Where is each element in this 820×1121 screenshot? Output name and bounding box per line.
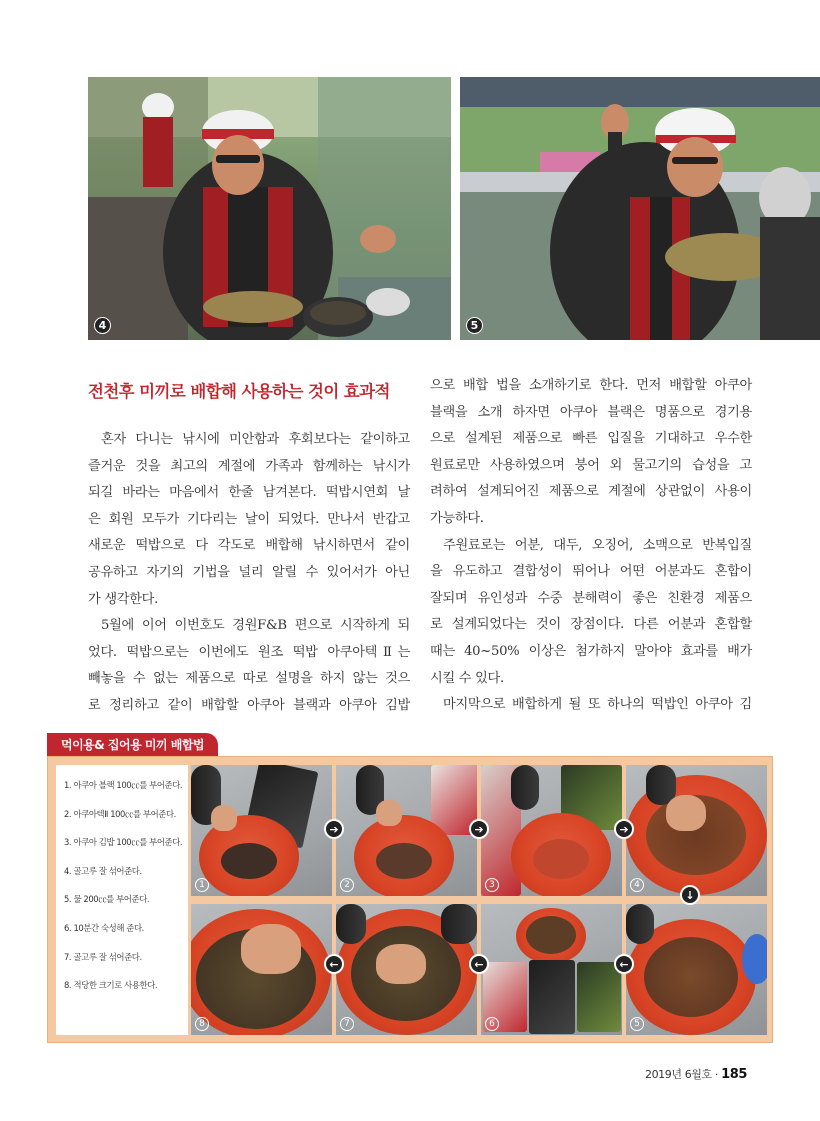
photo-angler-with-carp-5 bbox=[460, 77, 820, 340]
arm bbox=[511, 765, 539, 810]
recipe-photo-4 bbox=[626, 765, 767, 896]
hand bbox=[211, 805, 237, 831]
recipe-step: 3. 아쿠아 김밥 100㏄를 부어준다. bbox=[64, 837, 183, 848]
arm bbox=[626, 904, 654, 944]
text-line: 5월에 이어 이번호도 경원F&B 편으로 시작하게 되 bbox=[101, 618, 410, 634]
photo5-illustration bbox=[460, 77, 820, 340]
arrow-left-icon: ← bbox=[614, 954, 634, 974]
recipe-step: 4. 골고루 잘 섞어준다. bbox=[64, 865, 142, 876]
hand bbox=[666, 795, 706, 831]
arrow-right-icon: ➔ bbox=[469, 819, 489, 839]
text-line: 새로운 떡밥으로 다 각도로 배합해 낚시하면서 같이 bbox=[88, 538, 410, 554]
bait-mix bbox=[376, 843, 432, 879]
water-container bbox=[742, 934, 767, 984]
arm bbox=[441, 904, 477, 944]
recipe-photo-3 bbox=[481, 765, 622, 896]
recipe-steps-list bbox=[56, 765, 188, 1035]
right-text-column bbox=[430, 373, 752, 719]
recipe-step: 8. 적당한 크기로 사용한다. bbox=[64, 980, 158, 991]
recipe-photo-2 bbox=[336, 765, 477, 896]
step-number: 8 bbox=[195, 1017, 209, 1031]
recipe-step: 1. 아쿠아 블랙 100㏄를 부어준다. bbox=[64, 780, 183, 790]
issue-date: 2019년 6월호 · bbox=[644, 1068, 718, 1081]
text-line: 로 정리하고 같이 배합할 아쿠아 블랙과 아쿠아 김밥 bbox=[88, 697, 410, 713]
text-line: 공유하고 자기의 기법을 널리 알릴 수 있어서가 아닌 bbox=[88, 564, 410, 580]
recipe-photo-8 bbox=[191, 904, 332, 1035]
arrow-right-icon: ➔ bbox=[614, 819, 634, 839]
text-line: 으로 설계된 제품으로 빠른 입질을 기대하고 우수한 bbox=[430, 431, 752, 447]
step-number: 4 bbox=[630, 878, 644, 892]
page-number: 185 bbox=[721, 1067, 747, 1082]
text-line: 가능하다. bbox=[430, 510, 484, 526]
text-line: 되길 바라는 마음에서 한줄 남겨본다. 떡밥시연회 날 bbox=[88, 485, 410, 501]
recipe-title-tab: 먹이용& 집어용 미끼 배합법 bbox=[47, 733, 218, 756]
bait-bag-green bbox=[577, 962, 621, 1032]
text-line: 혼자 다니는 낚시에 미안함과 후회보다는 같이하고 bbox=[101, 432, 410, 447]
step-number: 5 bbox=[630, 1017, 644, 1031]
hand bbox=[376, 944, 426, 984]
bait-bag-black bbox=[529, 960, 575, 1034]
text-line: 었다. 떡밥으로는 이번에도 원조 떡밥 아쿠아텍Ⅱ는 bbox=[88, 644, 410, 660]
bait-mix bbox=[533, 839, 589, 879]
bait-mix bbox=[221, 843, 277, 879]
text-line: 때는 40~50% 이상은 첨가하지 말아야 효과를 배가 bbox=[430, 643, 752, 659]
photo-angler-with-carp-4 bbox=[88, 77, 451, 340]
hand bbox=[241, 924, 301, 974]
text-line: 가 생각한다. bbox=[88, 591, 158, 607]
arrow-down-icon: ↓ bbox=[680, 885, 700, 905]
recipe-box bbox=[47, 756, 773, 1043]
hand bbox=[376, 800, 402, 826]
arrow-left-icon: ← bbox=[469, 954, 489, 974]
recipe-step: 5. 물 200㏄를 부어준다. bbox=[64, 894, 150, 905]
step-number: 3 bbox=[485, 878, 499, 892]
left-text-column bbox=[88, 427, 410, 720]
step-number: 7 bbox=[340, 1017, 354, 1031]
bait-mix bbox=[526, 916, 576, 954]
text-line: 빼놓을 수 없는 제품으로 따로 설명을 하지 않는 것으 bbox=[88, 671, 410, 687]
section-headline: 전천후 미끼로 배합해 사용하는 것이 효과적 bbox=[88, 382, 390, 401]
bait-mix bbox=[644, 937, 738, 1017]
text-line: 으로 배합 법을 소개하기로 한다. 먼저 배합할 아쿠아 bbox=[430, 378, 752, 393]
text-line: 원료로만 사용하였으며 붕어 외 물고기의 습성을 고 bbox=[430, 457, 752, 473]
recipe-photo-7 bbox=[336, 904, 477, 1035]
recipe-step: 7. 골고루 잘 섞어준다. bbox=[64, 951, 142, 962]
photo-number-badge: 5 bbox=[466, 317, 483, 334]
recipe-step: 2. 아쿠아텍Ⅱ 100㏄를 부어준다. bbox=[64, 808, 176, 819]
text-line: 을 유도하고 결합성이 뛰어나 어떤 어분과도 혼합이 bbox=[430, 564, 752, 580]
arrow-right-icon: ➔ bbox=[324, 819, 344, 839]
recipe-photo-5 bbox=[626, 904, 767, 1035]
recipe-step: 6. 10분간 숙성해 준다. bbox=[64, 922, 144, 933]
text-line: 시킬 수 있다. bbox=[430, 670, 504, 686]
text-line: 로 설계되었다는 것이 장점이다. 다른 어분과 혼합할 bbox=[430, 617, 752, 633]
photo-number-badge: 4 bbox=[94, 317, 111, 334]
text-line: 블랙을 소개 하자면 아쿠아 블랙은 명품으로 경기용 bbox=[430, 404, 752, 420]
text-line: 은 회원 모두가 기다리는 날이 되었다. 만나서 반갑고 bbox=[88, 511, 410, 527]
step-number: 1 bbox=[195, 878, 209, 892]
text-line: 즐거운 것을 최고의 계절에 가족과 함께하는 낚시가 bbox=[88, 458, 410, 474]
text-line: 려하여 설계되어진 제품으로 계절에 상관없이 사용이 bbox=[430, 484, 752, 500]
page-footer bbox=[645, 1066, 747, 1082]
recipe-photo-6 bbox=[481, 904, 622, 1035]
photo4-illustration bbox=[88, 77, 451, 340]
arrow-left-icon: ← bbox=[324, 954, 344, 974]
step-number: 2 bbox=[340, 878, 354, 892]
text-line: 잘되며 유인성과 수중 분해력이 좋은 친환경 제품으 bbox=[430, 590, 752, 606]
text-line: 마지막으로 배합하게 될 또 하나의 떡밥인 아쿠아 김 bbox=[443, 697, 752, 713]
step-number: 6 bbox=[485, 1017, 499, 1031]
text-line: 주원료로는 어분, 대두, 오징어, 소맥으로 반복입질 bbox=[443, 537, 752, 553]
arm bbox=[336, 904, 366, 944]
recipe-photo-1 bbox=[191, 765, 332, 896]
